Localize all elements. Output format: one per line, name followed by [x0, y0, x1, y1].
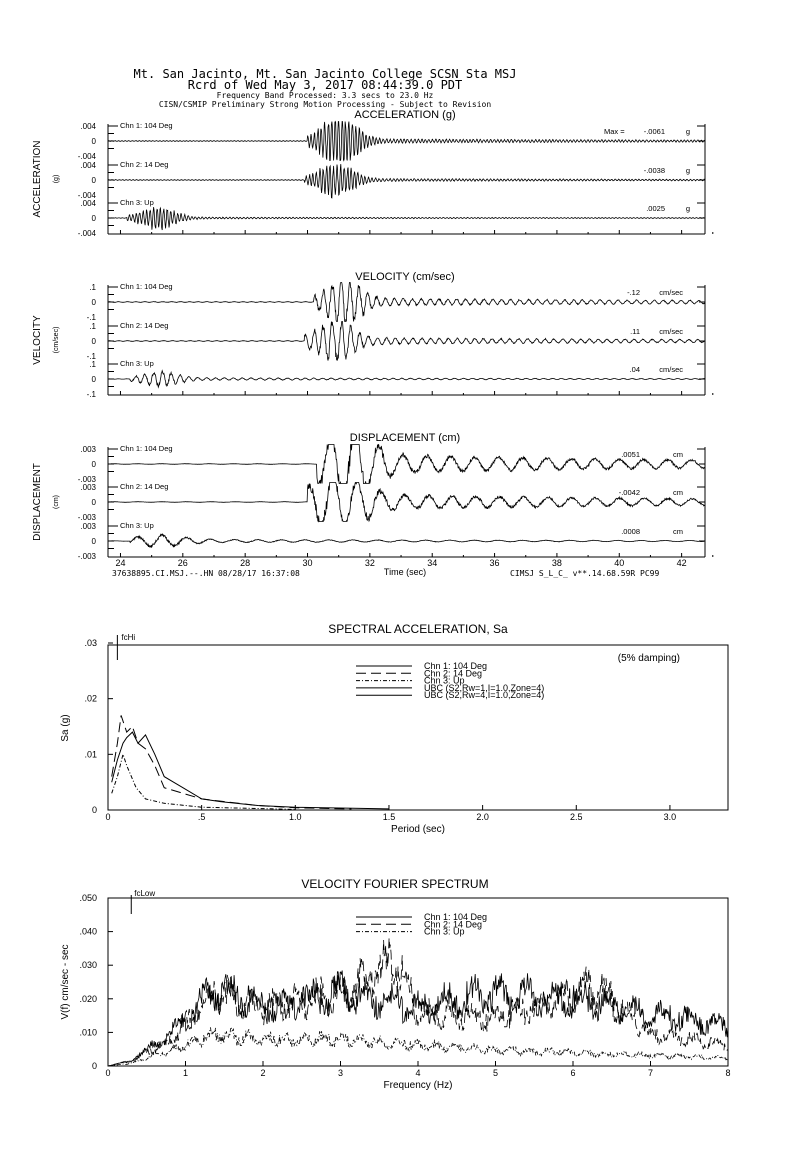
channel-unit: cm/sec — [659, 288, 683, 297]
channel-max-value: .0008 — [621, 527, 640, 536]
x-tick-label: 5 — [492, 1068, 499, 1078]
legend-entry: UBC (S2,Rw=4,I=1.0,Zone=4) — [424, 690, 545, 701]
x-tick-label: 3.0 — [663, 812, 677, 822]
legend-entry: Chn 3: Up — [424, 926, 465, 937]
channel-unit: cm — [673, 450, 683, 459]
channel-unit: cm — [673, 488, 683, 497]
x-tick-label: 36 — [489, 558, 500, 568]
channel-unit: cm — [673, 527, 683, 536]
x-tick-label: 0 — [105, 812, 111, 822]
station-title: Mt. San Jacinto, Mt. San Jacinto College SCSN Sta MSJ — [133, 67, 517, 81]
x-tick-label: 32 — [364, 558, 375, 568]
x-tick-label: .5 — [197, 812, 206, 822]
fourier-series-line — [108, 1027, 728, 1066]
y-tick-label: 0 — [91, 805, 97, 815]
channel-unit: g — [685, 166, 690, 175]
x-tick-label: 1.5 — [382, 812, 396, 822]
x-tick-label: 34 — [427, 558, 438, 568]
y-tick-label: .01 — [84, 749, 97, 760]
channel-unit: g — [685, 204, 690, 213]
x-tick-label: 4 — [415, 1068, 421, 1078]
channel-label: Chn 1: 104 Deg — [120, 444, 173, 453]
fc-marker-label: fcLow — [134, 889, 156, 898]
y-tick-label: .1 — [89, 360, 96, 369]
x-tick-label: 8 — [725, 1068, 731, 1078]
y-tick-label: .004 — [80, 199, 96, 208]
y-tick-label: -.003 — [77, 513, 96, 522]
y-tick-label: 0 — [91, 214, 96, 223]
frequency-band: Frequency Band Processed: 3.3 secs to 23.0 Hz — [216, 91, 434, 100]
x-tick-label: 2.0 — [476, 812, 489, 822]
y-tick-label: .003 — [80, 522, 96, 531]
y-axis-label: V(f) cm/sec - sec — [60, 944, 71, 1020]
channel-max-value: .0025 — [646, 204, 665, 213]
plot-frame — [108, 898, 728, 1066]
panel-yunit: (cm/sec) — [53, 326, 60, 354]
channel-label: Chn 3: Up — [120, 521, 154, 530]
x-tick-label: 2 — [260, 1068, 266, 1078]
y-tick-label: 0 — [91, 298, 96, 307]
channel-unit: cm/sec — [659, 365, 683, 374]
y-tick-label: -.003 — [77, 475, 96, 484]
y-tick-label: .003 — [80, 483, 96, 492]
legend-entry: Chn 2: 14 Deg — [424, 919, 483, 930]
y-tick-label: -.004 — [77, 191, 96, 200]
x-axis-label: Frequency (Hz) — [383, 1080, 453, 1091]
channel-max-value: -.12 — [627, 288, 640, 297]
x-tick-label: 38 — [551, 558, 562, 568]
y-tick-label: -.004 — [77, 229, 96, 238]
panel-ylabel: ACCELERATION — [32, 140, 43, 218]
y-tick-label: -.1 — [86, 390, 96, 399]
channel-label: Chn 1: 104 Deg — [120, 282, 173, 291]
channel-max-value: .0051 — [621, 450, 640, 459]
legend-entry: Chn 3: Up — [424, 675, 465, 686]
panel-title: VELOCITY (cm/sec) — [355, 271, 455, 283]
sa-series-line — [112, 754, 296, 809]
channel-max-value: .04 — [629, 365, 640, 374]
y-tick-label: 0 — [91, 1061, 97, 1071]
x-tick-label: 1 — [182, 1068, 189, 1078]
x-tick-label: 40 — [614, 558, 625, 568]
waveform-trace — [108, 164, 705, 198]
y-tick-label: .010 — [79, 1027, 97, 1038]
fourier-series-line — [108, 938, 728, 1066]
waveform-trace — [108, 322, 705, 361]
record-time: Rcrd of Wed May 3, 2017 08:44:39.0 PDT — [187, 78, 463, 92]
y-tick-label: -.1 — [86, 313, 96, 322]
x-tick-label: 24 — [115, 558, 126, 568]
x-tick-label: 7 — [647, 1068, 654, 1078]
plot-frame — [108, 645, 728, 810]
x-tick-label: 28 — [240, 558, 251, 568]
y-tick-label: 0 — [91, 537, 96, 546]
fc-marker-label: fcHi — [121, 633, 136, 642]
panel-yunit: (g) — [53, 174, 60, 184]
legend-entry: Chn 1: 104 Deg — [424, 912, 488, 922]
y-tick-label: .1 — [89, 322, 96, 331]
channel-max-value: -.0061 — [643, 127, 665, 136]
y-tick-label: .030 — [79, 960, 97, 971]
footer-left: 37638895.CI.MSJ.--.HN 08/28/17 16:37:08 — [112, 569, 300, 578]
y-tick-label: .004 — [80, 161, 96, 170]
x-axis-label: Period (sec) — [391, 824, 445, 835]
channel-label: Chn 3: Up — [120, 359, 154, 368]
x-tick-label: 30 — [302, 558, 313, 568]
channel-max-value: -.0038 — [643, 166, 665, 175]
channel-label: Chn 1: 104 Deg — [120, 121, 173, 130]
sa-series-line — [112, 715, 352, 809]
y-tick-label: 0 — [91, 460, 96, 469]
panel-yunit: (cm) — [53, 495, 60, 509]
y-tick-label: 0 — [91, 375, 96, 384]
y-tick-label: .003 — [80, 445, 96, 454]
panel-title: ACCELERATION (g) — [354, 109, 456, 121]
legend-entry: Chn 2: 14 Deg — [424, 668, 483, 679]
y-tick-label: .1 — [89, 283, 96, 292]
channel-label: Chn 2: 14 Deg — [120, 321, 169, 330]
processing-note: CISN/CSMIP Preliminary Strong Motion Processing - Subject to Revision — [158, 100, 492, 109]
y-tick-label: -.1 — [86, 352, 96, 361]
channel-label: Chn 3: Up — [120, 198, 154, 207]
x-tick-label: 2.5 — [570, 812, 583, 822]
waveform-trace — [108, 534, 705, 547]
channel-label: Chn 2: 14 Deg — [120, 160, 169, 169]
panel-title: DISPLACEMENT (cm) — [349, 432, 461, 444]
channel-unit: g — [685, 127, 690, 136]
fourier-series-line — [108, 971, 728, 1067]
footer-right: CIMSJ S_L_C_ v**.14.68.59R PC99 — [510, 569, 660, 578]
x-tick-label: 3 — [337, 1068, 344, 1078]
channel-max-value: .11 — [630, 327, 640, 336]
y-axis-label: Sa (g) — [60, 714, 71, 742]
y-tick-label: .050 — [79, 893, 97, 903]
y-tick-label: .02 — [84, 693, 97, 704]
panel-ylabel: VELOCITY — [32, 315, 43, 365]
y-tick-label: .020 — [79, 993, 97, 1004]
chart-title: VELOCITY FOURIER SPECTRUM — [301, 877, 489, 891]
x-tick-label: 1.0 — [289, 812, 302, 822]
chart-title: SPECTRAL ACCELERATION, Sa — [328, 622, 508, 636]
y-tick-label: -.003 — [77, 552, 96, 561]
sa-series-line — [112, 732, 389, 809]
x-axis-label: Time (sec) — [383, 567, 427, 577]
damping-note: (5% damping) — [617, 653, 680, 664]
y-tick-label: .03 — [84, 638, 97, 648]
y-tick-label: .004 — [80, 122, 96, 131]
waveform-trace — [108, 483, 705, 522]
y-tick-label: 0 — [91, 137, 96, 146]
channel-label: Chn 2: 14 Deg — [120, 482, 169, 491]
max-label: Max = — [604, 127, 625, 136]
panel-ylabel: DISPLACEMENT — [32, 463, 43, 541]
y-tick-label: -.004 — [77, 152, 96, 161]
waveform-trace — [108, 207, 705, 230]
waveform-trace — [108, 445, 705, 484]
x-tick-label: 26 — [177, 558, 188, 568]
channel-unit: cm/sec — [659, 327, 683, 336]
x-tick-label: 0 — [105, 1068, 111, 1078]
channel-max-value: -.0042 — [618, 488, 640, 497]
legend-entry: Chn 1: 104 Deg — [424, 661, 488, 671]
y-tick-label: 0 — [91, 176, 96, 185]
y-tick-label: 0 — [91, 337, 96, 346]
legend-entry: UBC (S2,Rw=1,I=1.0,Zone=4) — [424, 682, 545, 693]
y-tick-label: 0 — [91, 498, 96, 507]
y-tick-label: .040 — [79, 926, 97, 937]
waveform-trace — [108, 371, 705, 388]
x-tick-label: 6 — [570, 1068, 576, 1078]
waveform-trace — [108, 283, 705, 322]
x-tick-label: 42 — [676, 558, 687, 568]
